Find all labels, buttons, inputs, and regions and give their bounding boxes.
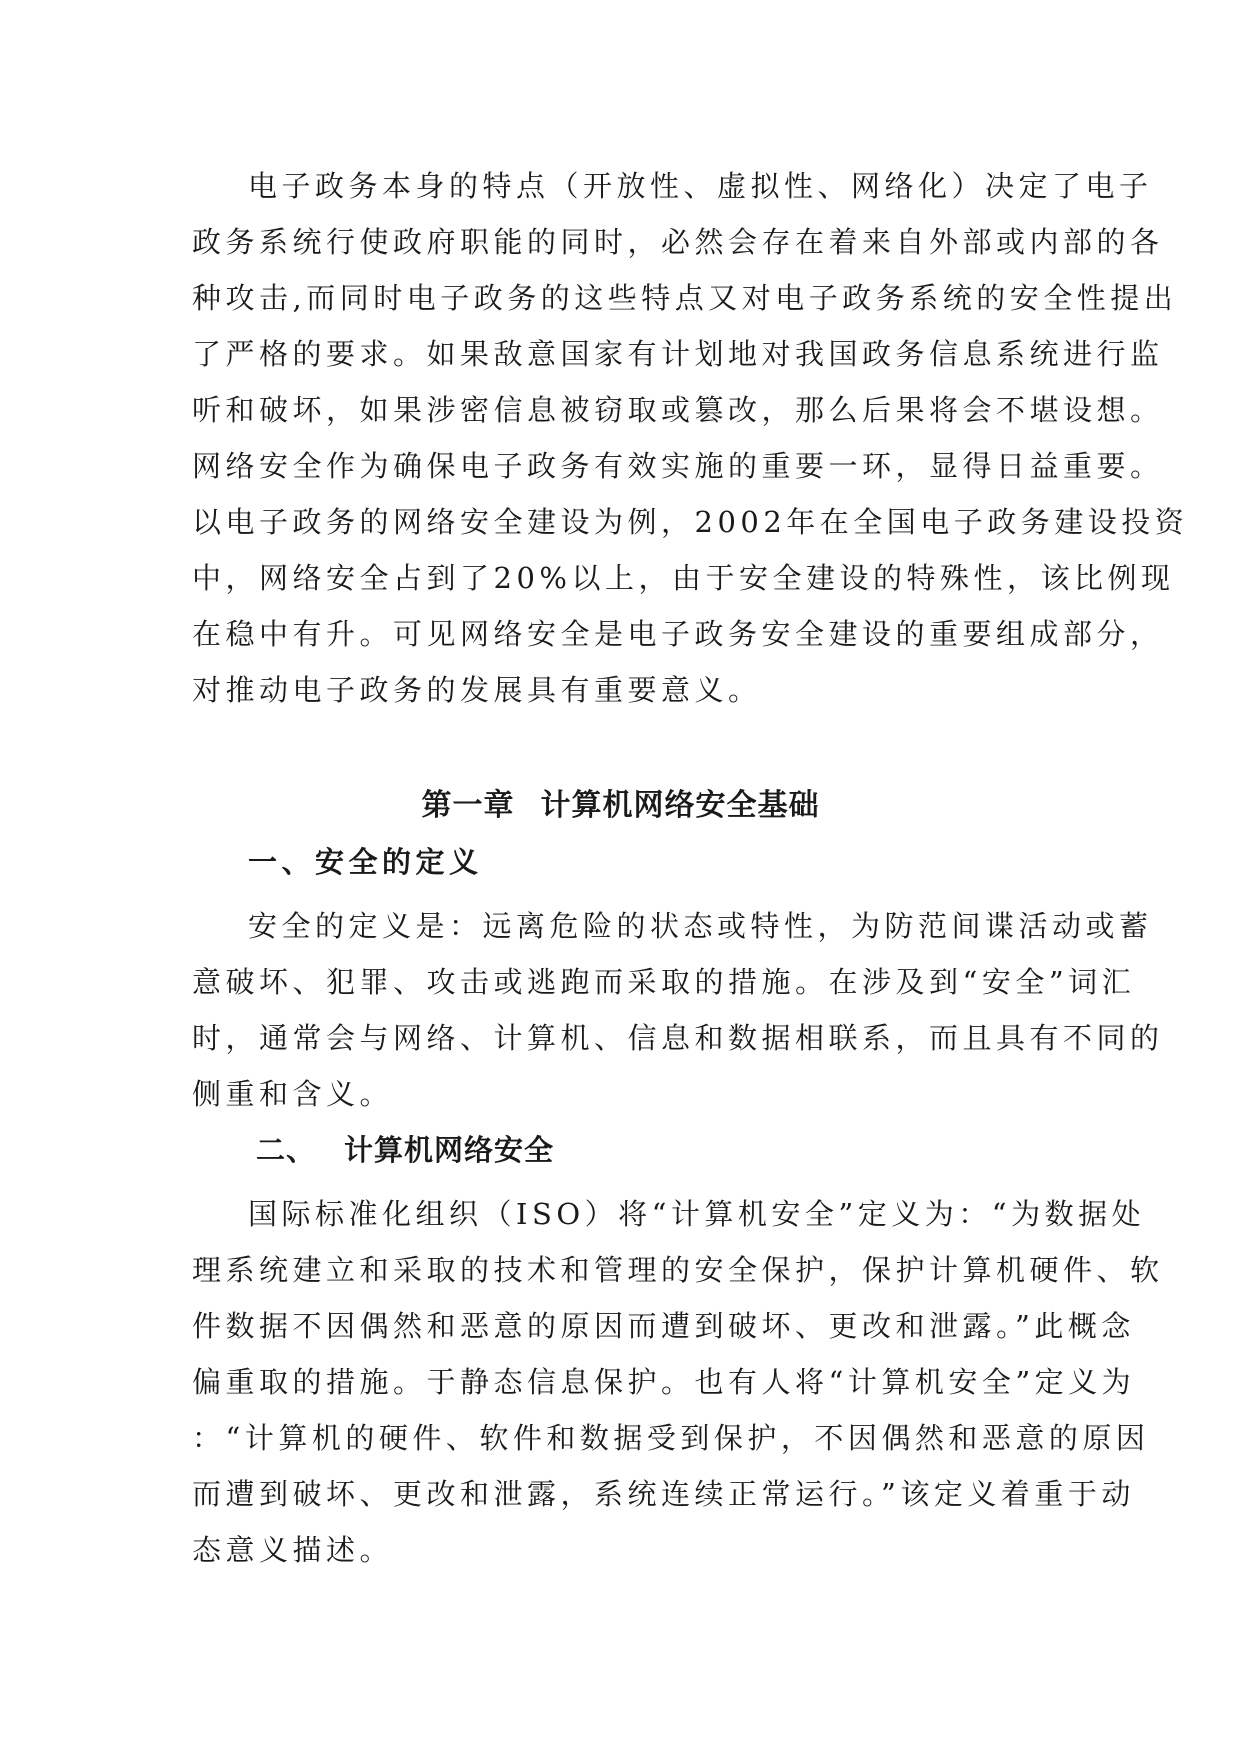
section1-line: 时，通常会与网络、计算机、信息和数据相联系，而且具有不同的 xyxy=(192,1021,1164,1055)
intro-line: 网络安全作为确保电子政务有效实施的重要一环，显得日益重要。 xyxy=(192,449,1164,483)
section1-line: 侧重和含义。 xyxy=(192,1077,394,1111)
section2-line: 而遭到破坏、更改和泄露，系统连续正常运行。”该定义着重于动 xyxy=(192,1477,1135,1511)
intro-line: 中，网络安全占到了20%以上，由于安全建设的特殊性，该比例现 xyxy=(192,561,1175,595)
section2-line: 偏重取的措施。于静态信息保护。也有人将“计算机安全”定义为 xyxy=(192,1365,1136,1399)
intro-line: 了严格的要求。如果敌意国家有计划地对我国政务信息系统进行监 xyxy=(192,337,1164,371)
intro-line: 政务系统行使政府职能的同时，必然会存在着来自外部或内部的各 xyxy=(192,225,1164,259)
chapter-heading xyxy=(0,786,1241,826)
intro-line: 在稳中有升。可见网络安全是电子政务安全建设的重要组成部分， xyxy=(192,617,1164,651)
chapter-number: 第一章 xyxy=(421,788,515,823)
section-heading-definition: 一、安全的定义 xyxy=(248,845,483,879)
section2-line: 国际标准化组织（ISO）将“计算机安全”定义为：“为数据处 xyxy=(248,1197,1146,1231)
section2-line: 理系统建立和采取的技术和管理的安全保护，保护计算机硬件、软 xyxy=(192,1253,1164,1287)
intro-line: 对推动电子政务的发展具有重要意义。 xyxy=(192,673,762,707)
intro-line: 电子政务本身的特点（开放性、虚拟性、网络化）决定了电子 xyxy=(248,169,1153,203)
section2-line: 件数据不因偶然和恶意的原因而遭到破坏、更改和泄露。”此概念 xyxy=(192,1309,1135,1343)
intro-line: 听和破坏，如果涉密信息被窃取或篡改，那么后果将会不堪设想。 xyxy=(192,393,1164,427)
section2-number: 二、 xyxy=(256,1133,317,1167)
intro-line: 种攻击,而同时电子政务的这些特点又对电子政务系统的安全性提出 xyxy=(192,281,1178,315)
section-heading-network-security xyxy=(256,1130,554,1170)
section2-line: ：“计算机的硬件、软件和数据受到保护，不因偶然和恶意的原因 xyxy=(192,1421,1150,1455)
section1-line: 安全的定义是：远离危险的状态或特性，为防范间谍活动或蓄 xyxy=(248,909,1153,943)
chapter-title: 计算机网络安全基础 xyxy=(540,788,820,823)
section2-title: 计算机网络安全 xyxy=(344,1133,555,1167)
intro-line: 以电子政务的网络安全建设为例，2002年在全国电子政务建设投资 xyxy=(192,505,1189,539)
section2-line: 态意义描述。 xyxy=(192,1533,394,1567)
section1-line: 意破坏、犯罪、攻击或逃跑而采取的措施。在涉及到“安全”词汇 xyxy=(192,965,1136,999)
